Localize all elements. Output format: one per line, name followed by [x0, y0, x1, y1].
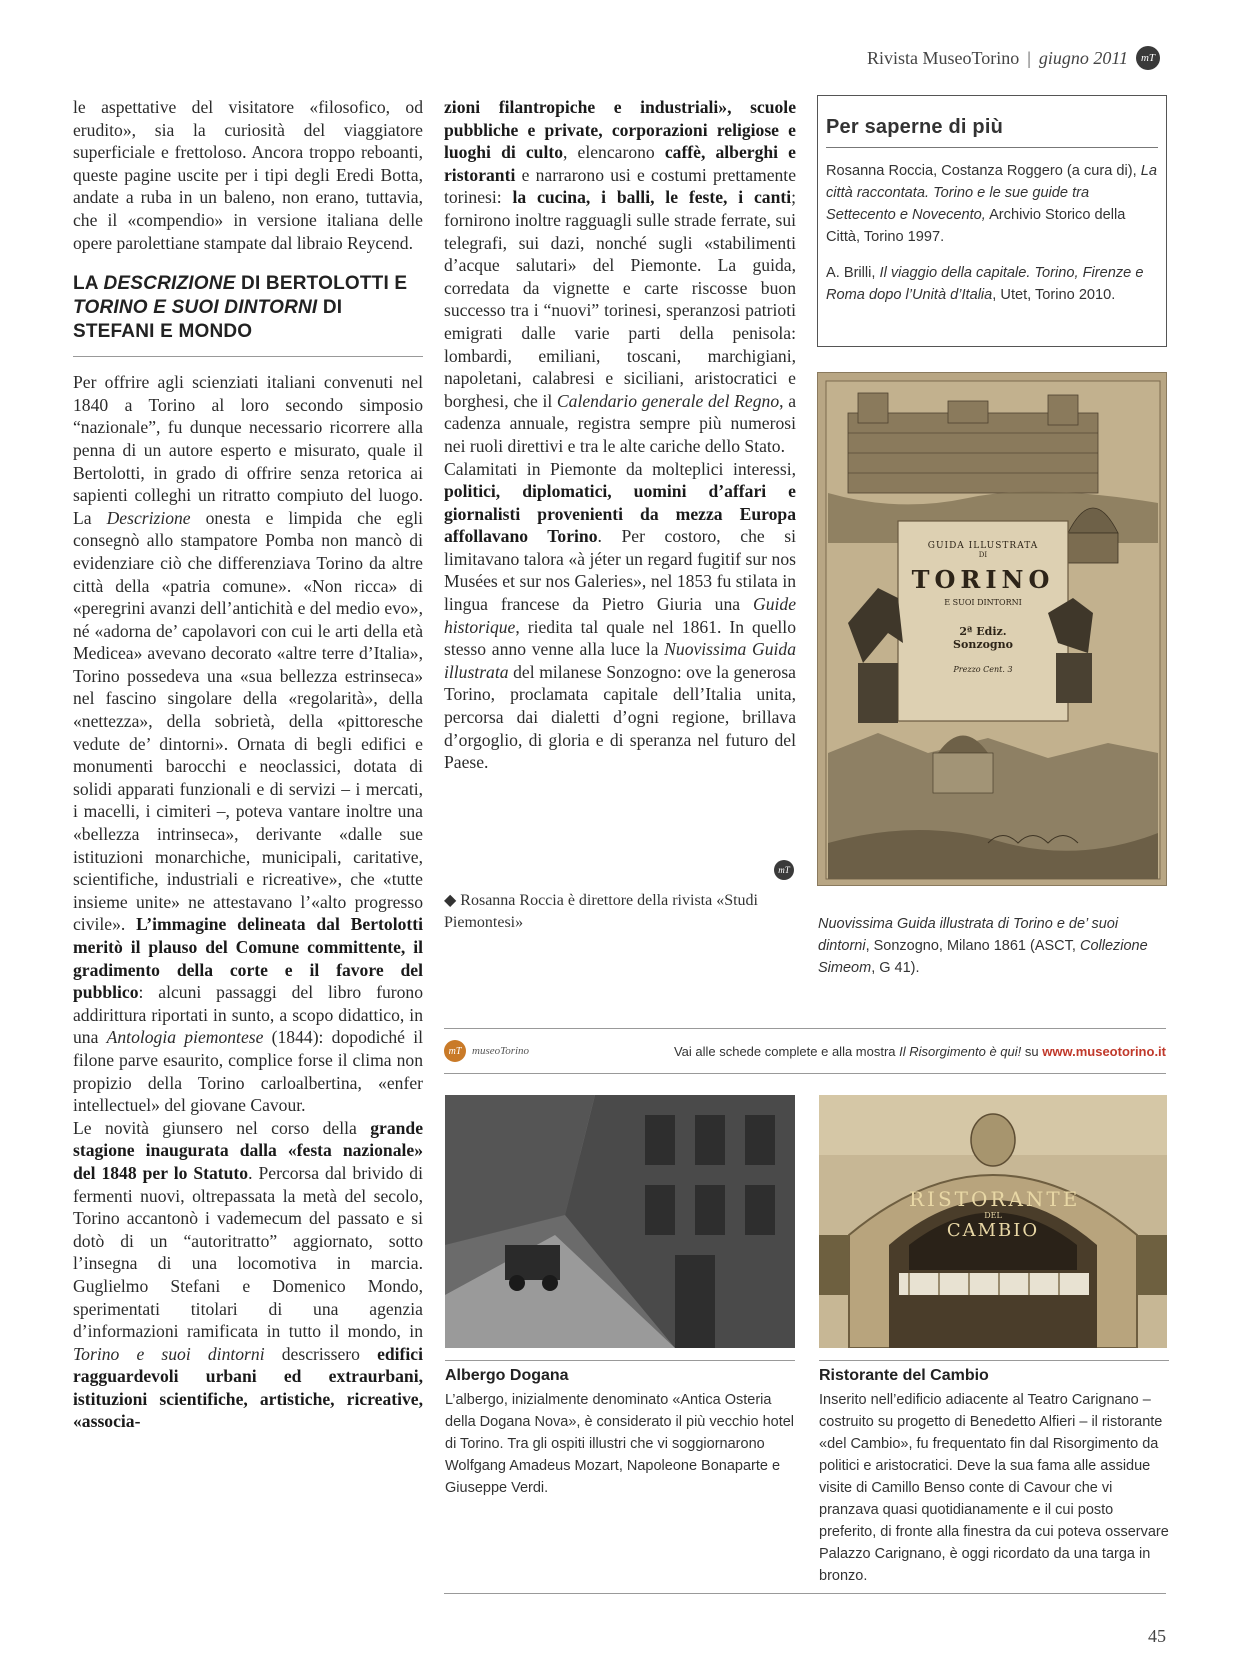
- reference-item: A. Brilli, Il viaggio della capitale. Torino, Firenze e Roma dopo l’Unità d’Italia, Utet, Torino 2010.: [826, 265, 1144, 303]
- issue-date: giugno 2011: [1038, 47, 1128, 68]
- running-header: [867, 46, 1160, 70]
- brand-name: museoTorino: [472, 1045, 530, 1057]
- cover-line: GUIDA ILLUSTRATA: [927, 541, 1039, 551]
- reference-item: Rosanna Roccia, Costanza Roggero (a cura di), La città raccontata. Torino e le sue guide tra Settecento e Novecento, Archivio Storico della Città, Torino 1997.: [826, 163, 1157, 245]
- museotorino-logo-icon: mT: [444, 1040, 466, 1062]
- caption-title: Albergo Dogana: [445, 1367, 569, 1384]
- restaurant-sign: RISTORANTE DEL CAMBIO: [909, 1187, 1081, 1241]
- website-link[interactable]: www.museotorino.it: [1042, 1043, 1166, 1059]
- ristorante-cambio-photo: [819, 1095, 1167, 1348]
- divider: [444, 1073, 1166, 1074]
- divider: [444, 1593, 1166, 1594]
- cover-edition: 2ª Ediz.: [959, 625, 1007, 638]
- paragraph: Le novità giunsero nel corso della grande stagione inaugurata dalla «festa nazionale» del 1848 per lo Statuto. Percorsa dal brivido di fermenti nuovi, oltrepassata la metà del secolo, Torino accantonò i vademecum del passato e si dotò di un “autoritratto” aggiornato, sotto l’insegna di una locomotiva in marcia. Guglielmo Stefani e Domenico Mondo, sperimentati titolari di una agenzia d’informazioni ramificata in tutto il mondo, in Torino e suoi dintorni descrissero edifici ragguardevoli urbani ed extraurbani, istituzioni scientifiche, artistiche, ricreative, «associa-: [73, 1117, 424, 1432]
- museotorino-logo-icon: mT: [1136, 46, 1160, 70]
- publication-name: Rivista MuseoTorino: [866, 47, 1020, 68]
- ristorante-cambio-caption: [819, 1360, 1169, 1587]
- figure-caption: Nuovissima Guida illustrata di Torino e de’ suoi dintorni, Sonzogno, Milano 1861 (ASCT, Collezione Simeom, G 41).: [818, 916, 1148, 976]
- divider: [826, 147, 1158, 148]
- cover-line: E SUOI DINTORNI: [944, 598, 1022, 607]
- paragraph: le aspettative del visitatore «filosofico, od erudito», sia la curiosità del viaggiatore superficiale e frettoloso. Ancora troppo reboanti, queste pagine uscite per i tipi degli Eredi Botta, andate a ruba in un baleno, non erano, tuttavia, che il «compendio» in versione italiana delle opere parolettiane stampate dal libraio Reycend.: [73, 97, 423, 253]
- page-number: 45: [1148, 1626, 1166, 1646]
- divider: [445, 1360, 795, 1361]
- end-of-article-icon: mT: [774, 860, 794, 880]
- divider: [444, 1028, 1166, 1029]
- paragraph: Calamitati in Piemonte da molteplici interessi, politici, diplomatici, uomini d’affari e giornalisti provenienti da mezza Europa affollavano Torino. Per costoro, che si limitavano talora «à jéter un regard fugitif sur nos Musées et sur nos Galeries», nel 1853 fu stilata in lingua francese da Pietro Giuria una Guide historique, riedita tal quale nel 1861. In quello stesso anno venne alla luce la Nuovissima Guida illustrata del milanese Sonzogno: ove la generosa Torino, proclamata capitale dell’Italia unita, percorsa dai dialetti d’ogni regione, brillava d’orgoglio, di gloria e di speranza nel futuro del Paese.: [444, 458, 797, 773]
- cover-price: Prezzo Cent. 3: [953, 665, 1013, 674]
- header-separator: |: [1027, 47, 1031, 68]
- banner-brand: [444, 1040, 529, 1062]
- cover-title: TORINO: [911, 565, 1055, 594]
- caption-text: L’albergo, inizialmente denominato «Antica Osteria della Dogana Nova», è considerato il più vecchio hotel di Torino. Tra gli ospiti illustri che vi soggiornarono Wolfgang Amadeus Mozart, Napoleone Bonaparte e Giuseppe Verdi.: [445, 1392, 795, 1496]
- cover-line: DI: [978, 551, 988, 559]
- guide-cover-image: [817, 372, 1167, 886]
- museotorino-banner: [444, 1030, 1166, 1072]
- albergo-dogana-caption: [445, 1360, 795, 1499]
- paragraph: Per offrire agli scienziati italiani convenuti nel 1840 a Torino al loro secondo simposio “nazionale”, fu dunque necessario ricorrere alla penna di un autore esperto e misurato, quale il Bertolotti, in grado di offrire senza retorica ai sapienti colleghi un ritratto compiuto del luogo. La Descrizione onesta e limpida che egli consegnò allo stampatore Pomba non mancò di evidenziare ciò che differenziava Torino da altre città della «patria comune». «Non ricca» di «peregrini avanzi dell’antichità e del medio evo», né «adorna de’ capolavori con cui le arti della età Medicea» avevano decorato «altre terre d’Italia», Torino possedeva una «sua bellezza estrinseca» nel fascino singolare della «regolarità», della «nettezza», della sobrietà, della «pittoresche vedute de’ dintorni». Ornata di begli edifici e monumenti barocchi e neoclassici, dotata di solidi apparati funzionali e di servizi – i mercati, i macelli, i cimiteri –, poteva vantare inoltre una «bellezza intrinseca», derivante «dalle sue istituzioni monarchiche, municipali, caritative, scientifiche, industriali e ricreative», che «tutte insieme unite» ne attestavano l’«alto progresso civile». L’immagine delineata dal Bertolotti meritò il plauso del Comune committente, il gradimento della corte e il favore del pubblico: alcuni passaggi del libro furono addirittura riportati in sunto, a scopo didattico, in una Antologia piemontese (1844): dopodiché il filone parve esaurito, complice forse il clima non propizio della Torino carloalbertina, «enfer intellectuel» del giovane Cavour.: [73, 372, 423, 1116]
- divider: [819, 1360, 1169, 1361]
- divider: [73, 356, 423, 357]
- paragraph: zioni filantropiche e industriali», scuole pubbliche e private, corporazioni religiose e luoghi di culto, elencarono caffè, alberghi e ristoranti e narrarono usi e costumi prettamente torinesi: la cucina, i balli, le feste, i canti; fornirono inoltre ragguagli sulle strade ferrate, sui telegrafi, sui dazi, nonché sugli «stabilimenti d’acque salutari» del Piemonte. La guida, corredata da vignette e carte riscosse buon successo tra i “nuovi” torinesi, speranzosi patrioti emigrati dalle varie parti della penisola: lombardi, emiliani, toscani, marchigiani, napoletani, calabresi e siciliani, aristocratici e borghesi, che il Calendario generale del Regno, a cadenza annuale, registra sempre più numerosi nei ruoli direttivi e tra le alte cariche dello Stato.: [444, 97, 797, 456]
- section-heading: LA DESCRIZIONE DI BERTOLOTTI E TORINO E SUOI DINTORNI DI STEFANI E MONDO: [73, 273, 408, 343]
- albergo-dogana-photo: [445, 1095, 795, 1348]
- article-column-2: [444, 96, 796, 774]
- caption-text: Inserito nell’edificio adiacente al Teatro Carignano – costruito su progetto di Benedetto Alfieri – il ristorante «del Cambio», fu frequentato fin dal Risorgimento da politici e aristocratici. Deve la sua fama alle assidue visite di Camillo Benso conte di Cavour che vi pranzava quasi quotidianamente e il cui posto preferito, di fronte alla finestra da cui poteva osservare Palazzo Carignano, è oggi ricordato da una targa in bronzo.: [819, 1392, 1169, 1584]
- further-reading-box: [817, 95, 1167, 347]
- box-title: Per saperne di più: [826, 116, 1003, 138]
- caption-title: Ristorante del Cambio: [819, 1367, 989, 1384]
- banner-message: Vai alle schede complete e alla mostra Il Risorgimento è qui! su www.museotorino.it: [673, 1043, 1166, 1059]
- cover-text: [898, 521, 1068, 674]
- article-column-1: [73, 96, 423, 1433]
- author-note: ◆ Rosanna Roccia è direttore della rivista «Studi Piemontesi»: [444, 892, 758, 931]
- cover-publisher: Sonzogno: [953, 638, 1013, 651]
